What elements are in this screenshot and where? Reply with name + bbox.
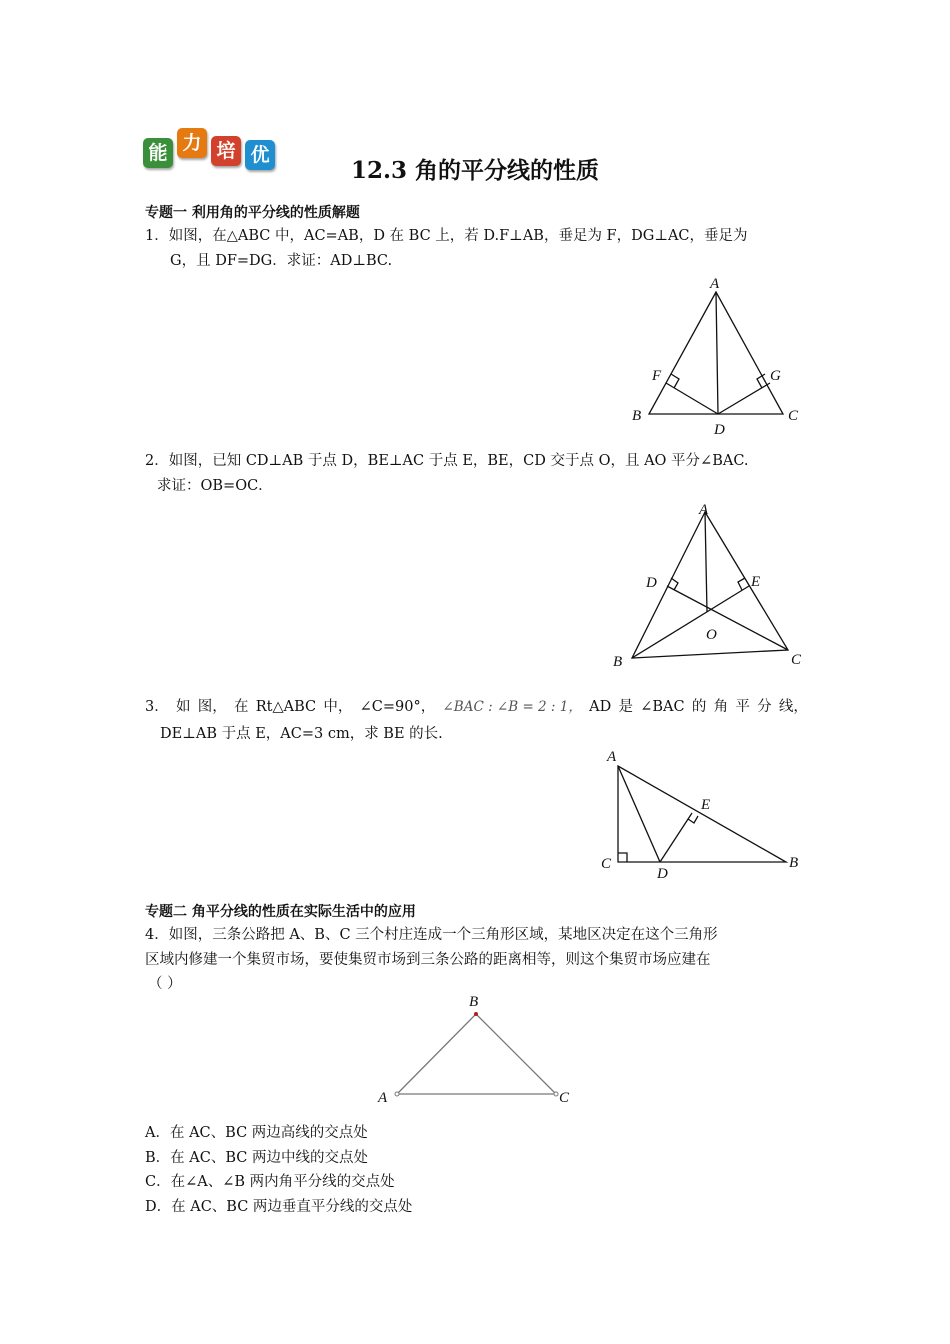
q3-formula: ∠BAC : ∠B = 2 : 1， xyxy=(442,699,582,715)
q3-right-angle-c xyxy=(618,853,627,862)
q3-part: ∠BAC xyxy=(640,699,685,715)
q3-label-b: B xyxy=(789,855,799,871)
q3-part: 分 xyxy=(757,699,772,715)
q4-option-d: D．在 AC、BC 两边垂直平分线的交点处 xyxy=(145,1199,413,1215)
q3-part: AD xyxy=(589,699,612,715)
q3-part: 是 xyxy=(618,699,633,715)
q4-text-line1: 4．如图，三条公路把 A、B、C 三个村庄连成一个三角形区域，某地区决定在这个三角形 xyxy=(145,927,718,943)
q1-figure xyxy=(620,272,820,442)
q3-segment-de xyxy=(660,813,692,862)
q1-label-b: B xyxy=(632,408,642,424)
q3-triangle xyxy=(618,766,786,862)
q3-part: 的 xyxy=(691,699,707,715)
q3-label-d: D xyxy=(657,866,668,882)
q3-part: 中， xyxy=(323,699,353,715)
q4-point-b xyxy=(474,1012,478,1016)
q4-triangle xyxy=(397,1014,556,1094)
q1-label-c: C xyxy=(788,408,799,424)
q2-label-e: E xyxy=(751,574,761,590)
q3-part: 角 xyxy=(713,699,729,715)
q3-label-a: A xyxy=(607,749,617,765)
q3-part: 在 xyxy=(233,699,249,715)
q3-part: ∠C=90°， xyxy=(359,699,436,715)
q2-label-d: D xyxy=(646,575,657,591)
q4-label-c: C xyxy=(559,1090,570,1106)
q3-part: 图， xyxy=(197,699,227,715)
logo-tile-1: 能 xyxy=(143,138,173,168)
q4-point-a xyxy=(395,1092,399,1096)
q1-right-angle-f xyxy=(671,374,679,388)
q3-part: 如 xyxy=(175,699,191,715)
q4-label-b: B xyxy=(469,994,479,1010)
q3-part: 3． xyxy=(145,699,169,715)
q3-part: Rt△ABC xyxy=(255,699,317,715)
section-heading-2: 专题二 角平分线的性质在实际生活中的应用 xyxy=(145,904,416,920)
q4-point-c xyxy=(554,1092,558,1096)
q3-label-c: C xyxy=(601,856,612,872)
page-title: 12.3 角的平分线的性质 xyxy=(350,157,600,184)
q4-option-c: C．在∠A、∠B 两内角平分线的交点处 xyxy=(145,1174,395,1190)
q2-right-angle-e xyxy=(738,578,745,590)
q4-option-b: B．在 AC、BC 两边中线的交点处 xyxy=(145,1150,368,1166)
section-heading-1: 专题一 利用角的平分线的性质解题 xyxy=(145,205,360,221)
q3-figure xyxy=(596,745,811,885)
q2-label-a: A xyxy=(699,502,709,518)
q2-figure xyxy=(605,498,815,673)
q3-part: 线， xyxy=(778,699,808,715)
q2-label-b: B xyxy=(613,654,623,670)
logo-tile-3: 培 xyxy=(211,136,241,166)
q1-label-a: A xyxy=(710,276,720,292)
q3-part: 平 xyxy=(735,699,750,715)
q2-text-line1: 2．如图，已知 CD⊥AB 于点 D，BE⊥AC 于点 E，BE，CD 交于点 O，且 AO 平分∠BAC. xyxy=(145,453,749,469)
q1-label-f: F xyxy=(652,368,662,384)
q2-segment-ao xyxy=(705,512,707,612)
q4-answer-blank: （ ） xyxy=(148,976,182,992)
q1-text-line1: 1．如图，在△ABC 中，AC=AB，D 在 BC 上，若 D.F⊥AB，垂足为 F，DG⊥AC，垂足为 xyxy=(145,228,748,244)
q2-label-c: C xyxy=(791,652,802,668)
q2-segment-cd xyxy=(667,586,788,650)
q2-text-line2: 求证：OB=OC． xyxy=(157,478,273,494)
q4-option-a: A．在 AC、BC 两边高线的交点处 xyxy=(145,1125,368,1141)
logo-tile-4: 优 xyxy=(245,140,275,170)
q1-right-angle-g xyxy=(757,374,765,388)
q1-segment-ad xyxy=(716,292,718,414)
q3-text-line2: DE⊥AB 于点 E，AC=3 cm，求 BE 的长. xyxy=(160,726,443,742)
q1-label-d: D xyxy=(714,422,725,438)
q4-figure xyxy=(370,990,585,1110)
q3-label-e: E xyxy=(701,797,711,813)
logo-tile-2: 力 xyxy=(177,128,207,158)
q3-text-line1 xyxy=(145,697,808,717)
q1-label-g: G xyxy=(770,368,781,384)
q1-text-line2: G，且 DF=DG．求证：AD⊥BC. xyxy=(170,253,393,269)
q3-segment-ad xyxy=(618,766,660,862)
q4-label-a: A xyxy=(378,1090,388,1106)
q4-text-line2: 区域内修建一个集贸市场，要使集贸市场到三条公路的距离相等，则这个集贸市场应建在 xyxy=(145,952,711,968)
q2-label-o: O xyxy=(706,627,717,643)
